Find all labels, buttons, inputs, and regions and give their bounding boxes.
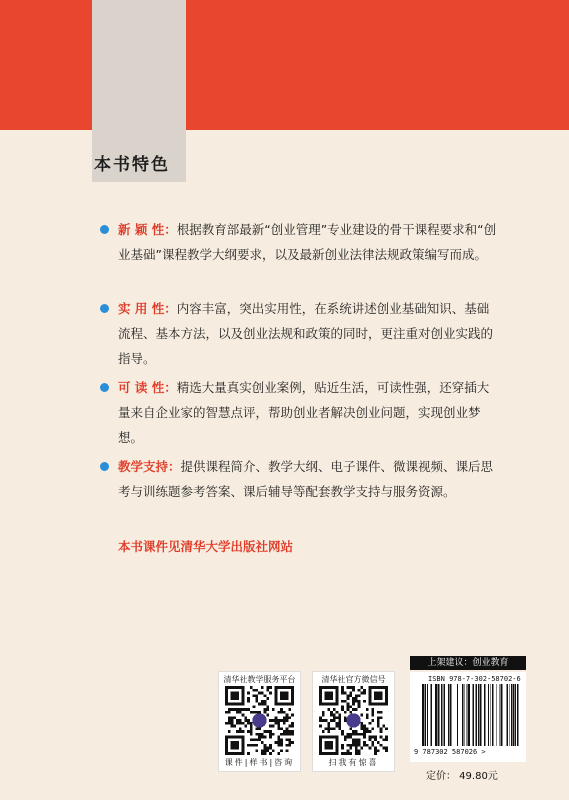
bullet-icon (100, 383, 109, 392)
qr-title: 清华社官方微信号 (321, 675, 386, 684)
feature-label: 教学支持： (118, 459, 181, 474)
qr-code-icon (319, 686, 388, 755)
shelf-category-label: 上架建议：创业教育 (410, 656, 526, 670)
price-text: 定价： 49.80元 (426, 771, 498, 782)
bullet-icon (100, 225, 109, 234)
feature-item (100, 375, 500, 450)
feature-text (100, 217, 500, 267)
feature-item (100, 296, 500, 371)
feature-label: 实 用 性： (118, 301, 177, 316)
qr-code-icon (225, 686, 294, 755)
barcode-icon (420, 684, 520, 746)
qr-card-teaching-platform (218, 671, 301, 772)
feature-text (100, 454, 500, 504)
feature-body: 根据教育部最新“创业管理”专业建设的骨干课程要求和“创业基础”课程教学大纲要求，以及最新创业法律法规政策编写而成。 (118, 222, 497, 262)
feature-text (100, 375, 500, 450)
feature-text (100, 296, 500, 371)
ean-digits: 9 787302 587026 > (414, 748, 486, 756)
courseware-site-note: 本书课件见清华大学出版社网站 (118, 539, 294, 554)
feature-item (100, 454, 500, 504)
isbn-barcode (410, 672, 526, 762)
feature-body: 提供课程简介、教学大纲、电子课件、微课视频、课后思考与训练题参考答案、课后辅导等配套教学支持与服务资源。 (118, 459, 494, 499)
isbn-text: ISBN 978-7-302-58702-6 (428, 675, 521, 683)
feature-label: 新 颖 性： (118, 222, 177, 237)
qr-title: 清华社教学服务平台 (223, 675, 296, 684)
qr-caption: 课件|样书|咨询 (224, 758, 295, 767)
top-color-band (0, 0, 569, 130)
section-title: 本书特色 (94, 155, 170, 175)
feature-body: 内容丰富，突出实用性，在系统讲述创业基础知识、基础流程、基本方法，以及创业法规和政策的同时，更注重对创业实践的指导。 (118, 301, 494, 366)
bullet-icon (100, 304, 109, 313)
feature-item (100, 217, 500, 267)
qr-caption: 扫我有惊喜 (328, 758, 379, 767)
feature-body: 精选大量真实创业案例，贴近生活，可读性强，还穿插大量来自企业家的智慧点评，帮助创业者解决创业问题，实现创业梦想。 (118, 380, 490, 445)
feature-label: 可 读 性： (118, 380, 177, 395)
qr-card-wechat (312, 671, 395, 772)
bullet-icon (100, 462, 109, 471)
